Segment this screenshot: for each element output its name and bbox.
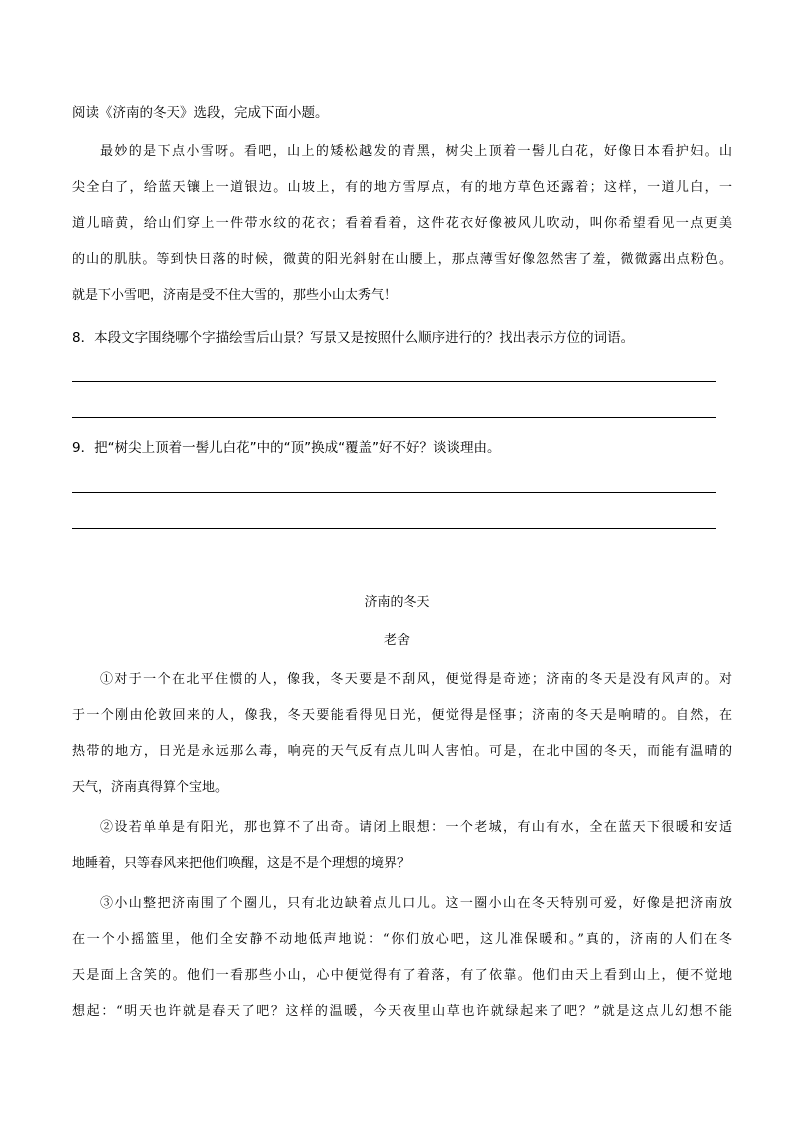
- article-line: ①对于一个在北平住惯的人，像我，冬天要是不刮风，便觉得是奇迹；济南的冬天是没有风声的。对: [100, 672, 732, 687]
- excerpt-line: 就是下小雪吧，济南是受不住大雪的，那些小山太秀气！: [72, 288, 398, 303]
- question-9: 9．把“树尖上顶着一髻儿白花”中的“顶”换成“覆盖”好不好？谈谈理由。: [72, 440, 501, 456]
- answer-line: [72, 492, 716, 493]
- article-line: 在一个小摇篮里，他们全安静不动地低声地说：“你们放心吧，这儿准保暖和。”真的，济南的人们在冬: [72, 932, 732, 947]
- article-line: 天是面上含笑的。他们一看那些小山，心中便觉得有了着落，有了依靠。他们由天上看到山上，便不觉地: [72, 968, 732, 983]
- article-author: 老舍: [383, 633, 410, 648]
- answer-line: [72, 528, 716, 529]
- article-line: ②设若单单是有阳光，那也算不了出奇。请闭上眼想：一个老城，有山有水，全在蓝天下很暖和安适: [100, 820, 732, 835]
- answer-line: [72, 381, 716, 382]
- question-8: 8．本段文字围绕哪个字描绘雪后山景？写景又是按照什么顺序进行的？找出表示方位的词语。: [72, 330, 635, 346]
- article-line: 想起：“明天也许就是春天了吧？这样的温暖，今天夜里山草也许就绿起来了吧？”就是这点儿幻想不能: [72, 1004, 732, 1019]
- answer-line: [72, 417, 716, 418]
- article-line: 于一个刚由伦敦回来的人，像我，冬天要能看得见日光，便觉得是怪事；济南的冬天是响晴的。自然，在: [72, 708, 732, 723]
- article-line: ③小山整把济南围了个圈儿，只有北边缺着点儿口儿。这一圈小山在冬天特别可爱，好像是把济南放: [100, 896, 732, 911]
- article-line: 天气，济南真得算个宝地。: [72, 780, 229, 795]
- article-title: 济南的冬天: [364, 595, 430, 610]
- reading-instruction: 阅读《济南的冬天》选段，完成下面小题。: [72, 105, 329, 121]
- excerpt-line: 的山的肌肤。等到快日落的时候，微黄的阳光斜射在山腰上，那点薄雪好像忽然害了羞，微微露出点粉色。: [72, 252, 732, 267]
- article-line: 地睡着，只等春风来把他们唤醒，这是不是个理想的境界？: [72, 856, 411, 871]
- article-line: 热带的地方，日光是永远那么毒，响亮的天气反有点儿叫人害怕。可是，在北中国的冬天，而能有温晴的: [72, 744, 732, 759]
- excerpt-line: 道儿暗黄，给山们穿上一件带水纹的花衣；看着看着，这件花衣好像被风儿吹动，叫你希望看见一点更美: [72, 216, 732, 231]
- excerpt-line: 尖全白了，给蓝天镶上一道银边。山坡上，有的地方雪厚点，有的地方草色还露着；这样，一道儿白，一: [72, 180, 732, 195]
- excerpt-line: 最妙的是下点小雪呀。看吧，山上的矮松越发的青黑，树尖上顶着一髻儿白花，好像日本看护妇。山: [100, 144, 732, 159]
